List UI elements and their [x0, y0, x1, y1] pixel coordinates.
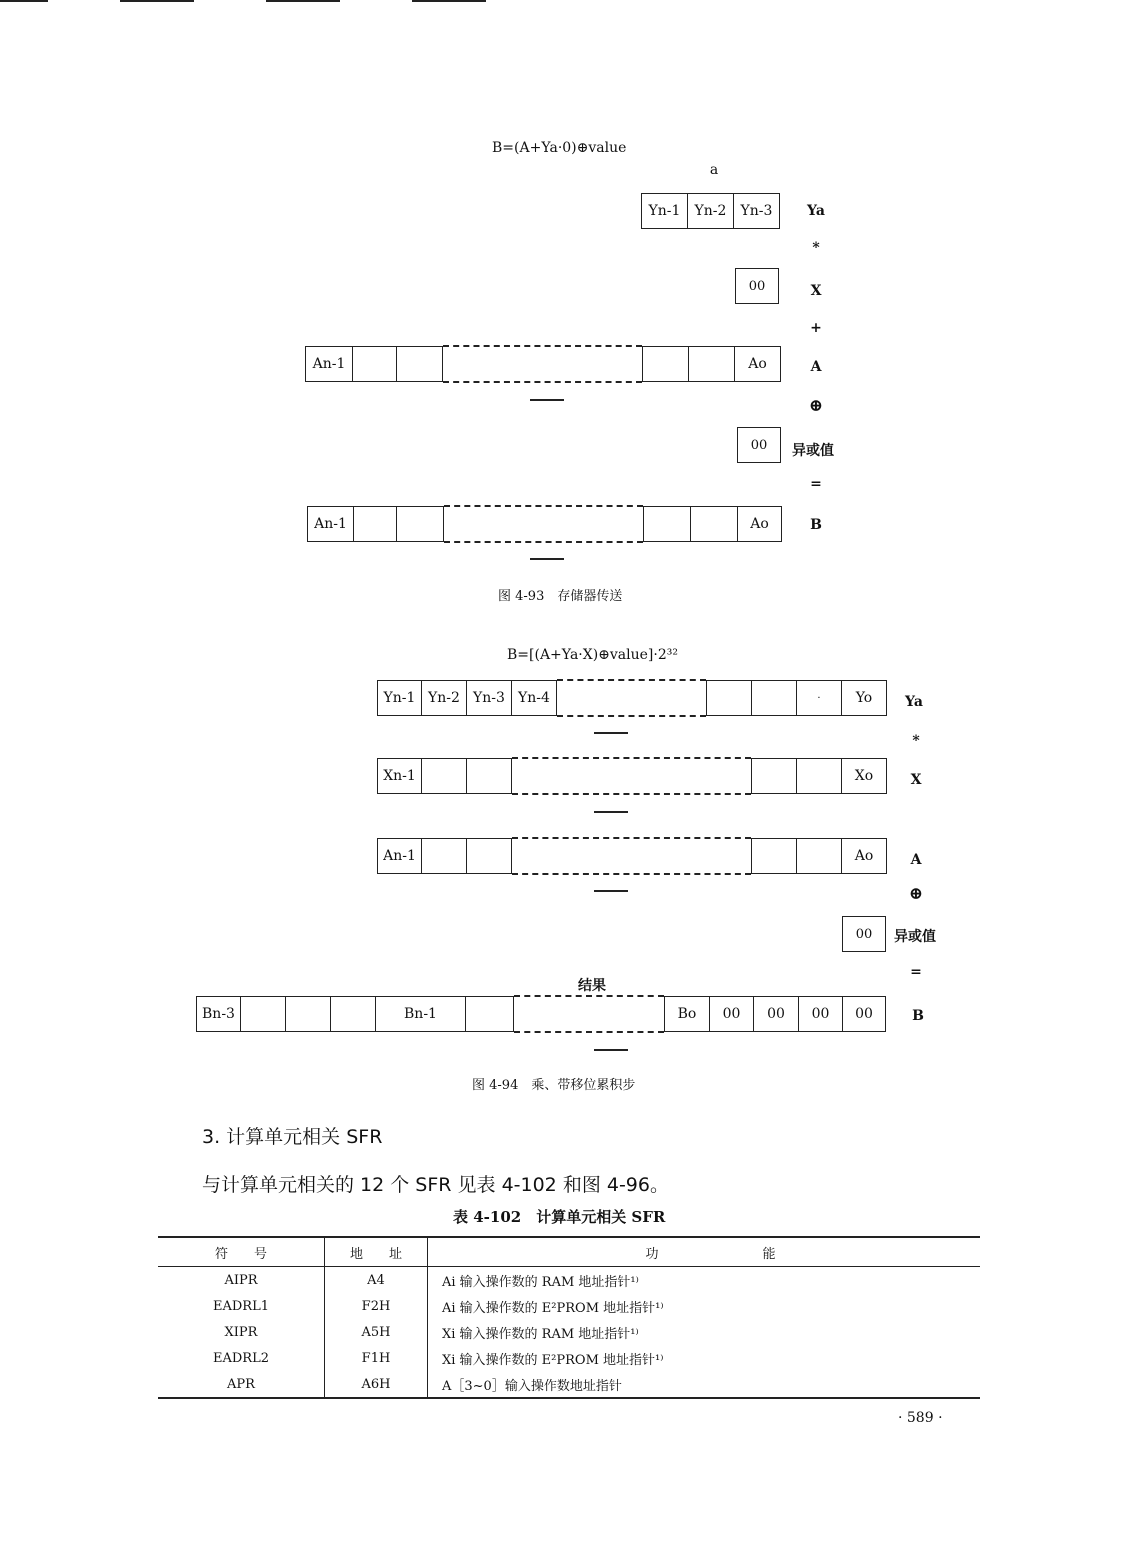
xor-sign: ⊕: [908, 884, 924, 904]
register-gap: [512, 758, 752, 794]
register-gap: [444, 506, 644, 542]
b-label: B: [810, 517, 822, 533]
register-cell: [689, 346, 735, 382]
register-cell: [643, 346, 689, 382]
register-cell: [797, 758, 842, 794]
x-register: [377, 758, 887, 794]
b-label: B: [912, 1008, 924, 1024]
cell-symbol: APR: [158, 1371, 325, 1398]
register-cell: Yn-4: [512, 680, 557, 716]
register-cell: 00: [799, 996, 843, 1032]
xor-value-label: 异或值: [894, 929, 936, 945]
b-register: [307, 506, 782, 542]
register-cell: [422, 838, 467, 874]
register-cell: An-1: [305, 346, 353, 382]
register-cell: Ao: [738, 506, 782, 542]
register-cell: Yn-1: [377, 680, 422, 716]
cell-function: Ai 输入操作数的 E²PROM 地址指针¹⁾: [428, 1293, 981, 1319]
left-arrow-icon: [594, 732, 628, 734]
left-arrow-icon: [594, 890, 628, 892]
cell-address: F2H: [325, 1293, 428, 1319]
x-label: X: [910, 772, 922, 788]
register-cell: [397, 346, 443, 382]
register-cell: [353, 346, 397, 382]
multiply-sign: *: [812, 240, 820, 256]
figure-formula: B=(A+Ya·0)⊕value: [492, 140, 627, 156]
table-header-row: [158, 1237, 980, 1267]
register-gap: [512, 838, 752, 874]
top-rule: [120, 0, 194, 2]
left-arrow-icon: [594, 811, 628, 813]
register-gap: [557, 680, 707, 716]
ya-label: Ya: [905, 694, 923, 710]
cell-function: Xi 输入操作数的 RAM 地址指针¹⁾: [428, 1319, 981, 1345]
register-cell: Ao: [735, 346, 781, 382]
a-register: [377, 838, 887, 874]
x-label: X: [810, 283, 822, 299]
xor-value-label: 异或值: [792, 443, 834, 459]
register-cell: [241, 996, 286, 1032]
a-register: [305, 346, 781, 382]
register-cell: [422, 758, 467, 794]
xor-sign: ⊕: [808, 396, 824, 416]
a-label: A: [910, 852, 922, 868]
ya-register: [641, 193, 780, 229]
register-cell: [752, 838, 797, 874]
table-caption: 表 4-102 计算单元相关 SFR: [453, 1208, 666, 1226]
ya-label: Ya: [807, 203, 825, 219]
register-cell: [466, 996, 514, 1032]
register-cell: Bn-3: [196, 996, 241, 1032]
register-cell: [331, 996, 376, 1032]
left-arrow-icon: [594, 1049, 628, 1051]
multiply-sign: *: [912, 733, 920, 749]
register-cell: Yn-3: [734, 193, 780, 229]
register-cell: 00: [710, 996, 754, 1032]
register-cell: 00: [754, 996, 799, 1032]
cell-address: A4: [325, 1267, 428, 1294]
register-cell: [286, 996, 331, 1032]
register-cell: [797, 838, 842, 874]
register-cell: [707, 680, 752, 716]
table-row: [158, 1267, 980, 1294]
cell-address: A6H: [325, 1371, 428, 1398]
equals-sign: =: [910, 964, 922, 980]
plus-sign: +: [810, 320, 822, 336]
xor-value-box: 00: [842, 916, 886, 952]
register-cell: Xn-1: [377, 758, 422, 794]
table-row: [158, 1319, 980, 1345]
figure-formula: B=[(A+Ya·X)⊕value]·2³²: [507, 647, 678, 663]
table-row: [158, 1345, 980, 1371]
b-register: [196, 996, 886, 1032]
cell-address: F1H: [325, 1345, 428, 1371]
cell-symbol: EADRL1: [213, 1298, 269, 1314]
register-gap: [443, 346, 643, 382]
figure-caption: 图 4-94 乘、带移位累积步: [472, 1078, 636, 1093]
register-cell: [467, 758, 512, 794]
page-number: · 589 ·: [898, 1410, 943, 1426]
register-cell: Yo: [842, 680, 887, 716]
register-cell: [644, 506, 691, 542]
cell-function: Ai 输入操作数的 RAM 地址指针¹⁾: [428, 1267, 981, 1294]
top-rule: [412, 0, 486, 2]
x-value-box: 00: [735, 268, 779, 304]
register-cell: [752, 680, 797, 716]
cell-function: Xi 输入操作数的 E²PROM 地址指针¹⁾: [428, 1345, 981, 1371]
left-arrow-icon: [530, 399, 564, 401]
register-cell: [354, 506, 397, 542]
register-cell: 00: [843, 996, 886, 1032]
header-function: 功 能: [428, 1237, 981, 1267]
cell-address: A5H: [325, 1319, 428, 1345]
cell-function: A［3~0］输入操作数地址指针: [428, 1371, 981, 1398]
ya-register: [377, 680, 887, 716]
table-row: [158, 1371, 980, 1398]
register-cell: Bn-1: [376, 996, 466, 1032]
left-arrow-icon: [530, 558, 564, 560]
top-rule: [266, 0, 340, 2]
equals-sign: =: [810, 476, 822, 492]
register-cell: ·: [797, 680, 842, 716]
top-rule: [0, 0, 48, 2]
section-heading: 3. 计算单元相关 SFR: [202, 1126, 383, 1148]
register-cell: [397, 506, 444, 542]
header-address: 地 址: [325, 1237, 428, 1267]
register-gap: [514, 996, 665, 1032]
result-label: 结果: [578, 978, 606, 994]
register-cell: Yn-2: [422, 680, 467, 716]
header-symbol: 符 号: [158, 1237, 325, 1267]
cell-symbol: XIPR: [224, 1324, 258, 1340]
register-cell: Yn-1: [641, 193, 688, 229]
register-cell: [691, 506, 738, 542]
register-cell: Yn-2: [688, 193, 734, 229]
register-cell: Xo: [842, 758, 887, 794]
register-cell: An-1: [307, 506, 354, 542]
register-cell: Yn-3: [467, 680, 512, 716]
cell-symbol: EADRL2: [213, 1350, 269, 1366]
register-cell: [752, 758, 797, 794]
sfr-table: [158, 1236, 980, 1399]
a-index-label: a: [709, 162, 719, 178]
register-cell: Bo: [665, 996, 710, 1032]
register-cell: [467, 838, 512, 874]
table-row: [158, 1293, 980, 1319]
cell-symbol: AIPR: [224, 1272, 258, 1288]
section-paragraph: 与计算单元相关的 12 个 SFR 见表 4-102 和图 4-96。: [202, 1174, 669, 1196]
register-cell: Ao: [842, 838, 887, 874]
a-label: A: [810, 359, 822, 375]
xor-value-box: 00: [737, 427, 781, 463]
register-cell: An-1: [377, 838, 422, 874]
figure-caption: 图 4-93 存储器传送: [498, 589, 623, 604]
